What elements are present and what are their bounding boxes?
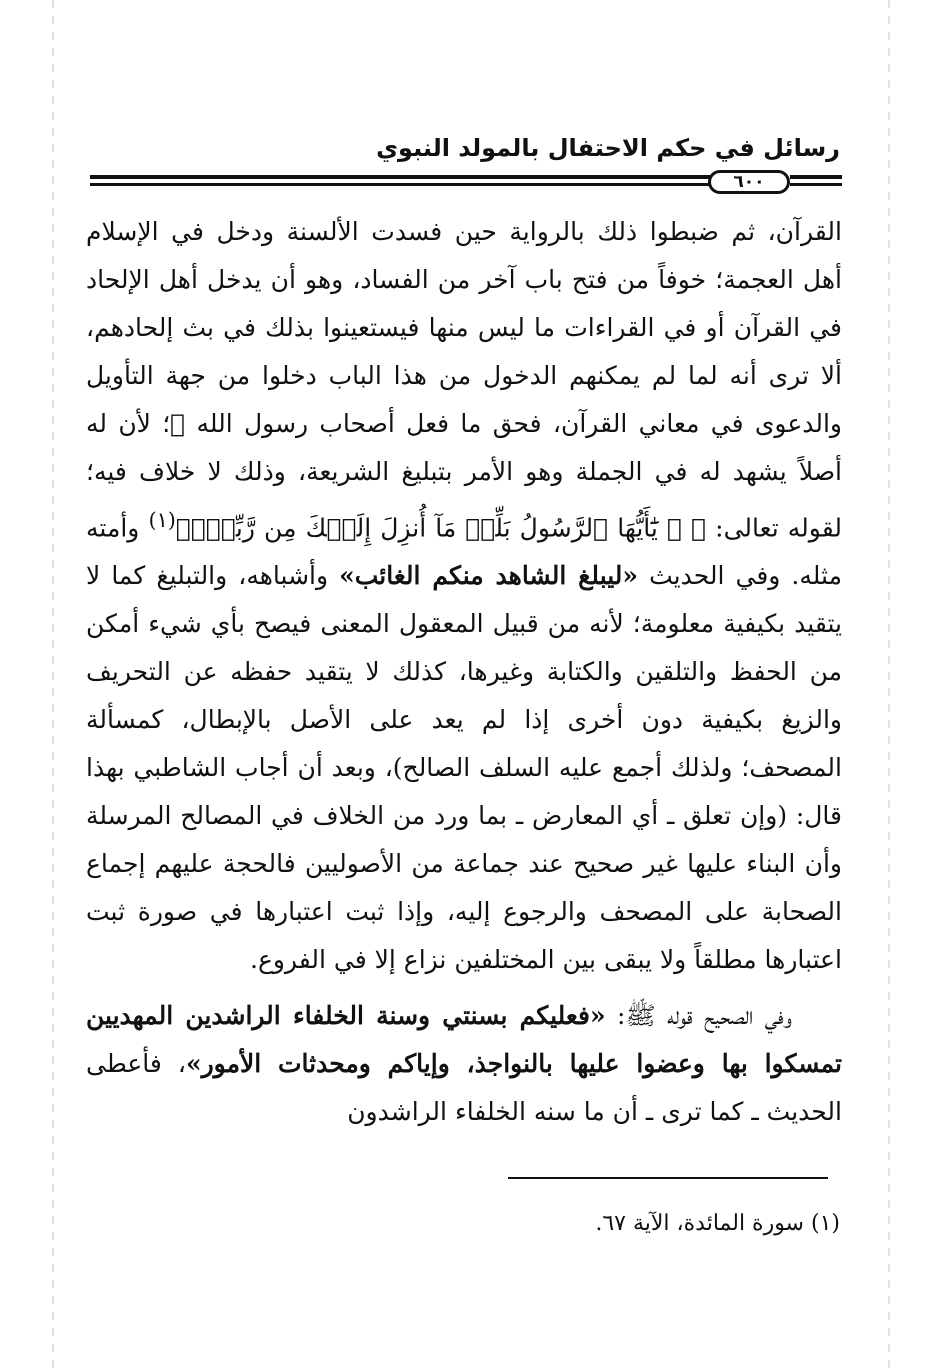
rule-line [790, 183, 842, 186]
text-run: وأمته مثله. وفي الحديث [86, 513, 842, 591]
text-run: القرآن، ثم ضبطوا ذلك بالرواية حين فسدت الألسنة ودخل في الإسلام أهل العجمة؛ خوفاً من فتح باب آخر من الفساد، وهو أن يدخل أهل الإلحاد في القرآن أو في القراءات ما ليس منها فيستعينوا بذلك في بث إلحادهم، ألا ترى أنه لما لم يمكنهم الدخول من هذا الباب دخلوا من جهة التأويل والدعوى في معاني القرآن، فحق ما فعل أصحاب رسول الله ﷺ؛ لأن له أصلاً يشهد له في الجملة وهو الأمر بتبليغ الشريعة، وذلك لا خلاف فيه؛ لقوله تعالى: [86, 217, 842, 543]
footnote-reference: (١) [148, 508, 176, 532]
running-header [80, 130, 840, 170]
hadith-quote: «فعليكم بسنتي وسنة الخلفاء الراشدين المهديين تمسكوا بها وعضوا عليها بالنواجذ، وإياكم ومحدثات الأمور» [86, 1001, 842, 1079]
rule-line [90, 183, 710, 186]
text-run: وأشباهه، والتبليغ كما لا يتقيد بكيفية معلومة؛ لأنه من قبيل المعقول المعنى فيصح بأي شيء أمكن من الحفظ والتلقين والكتابة وغيرها، كذلك لا يتقيد حفظه عن التحريف والزيغ بكيفية دون أخرى إذا لم يعد على الأصل بالإبطال، كمسألة المصحف؛ ولذلك أجمع عليه السلف الصالح)، وبعد أن أجاب الشاطبي بهذا قال: (وإن تعلق ـ أي المعارض ـ بما ورد من الخلاف في المصالح المرسلة وأن البناء عليها غير صحيح عند جماعة من الأصوليين فالحجة عليهم إجماع الصحابة على المصحف والرجوع إليه، وإذا ثبت اعتبارها في صورة ثبت اعتبارها مطلقاً ولا يبقى بين المختلفين نزاع إلا في الفروع. [86, 561, 842, 975]
footnote: (١) سورة المائدة، الآية ٦٧. [595, 1211, 840, 1236]
quran-verse: ﴿ ۞ يَٰٓأَيُّهَا ٱلرَّسُولُ بَلِّغۡ مَآ أُنزِلَ إِلَيۡكَ مِن رَّبِّكَۖ﴾ [175, 513, 707, 543]
margin-dot-guide-right [888, 0, 890, 1372]
main-text [86, 208, 842, 1136]
hadith-quote: «ليبلغ الشاهد منكم الغائب» [339, 561, 639, 591]
paragraph-1 [86, 208, 842, 984]
text-run: ، فأعطى الحديث ـ كما ترى ـ أن ما سنه الخلفاء الراشدون [86, 1049, 842, 1127]
page-number: ٦٠٠ [708, 170, 790, 194]
rule-line [790, 175, 842, 179]
text-run: وفي الصحيح قوله ﷺ: [617, 1001, 793, 1031]
header-rule [90, 170, 842, 196]
running-title: رسائل في حكم الاحتفال بالمولد النبوي [376, 134, 840, 162]
margin-dot-guide-left [52, 0, 54, 1372]
rule-line [90, 175, 710, 179]
footnote-separator [508, 1177, 828, 1179]
paragraph-2 [86, 992, 842, 1136]
